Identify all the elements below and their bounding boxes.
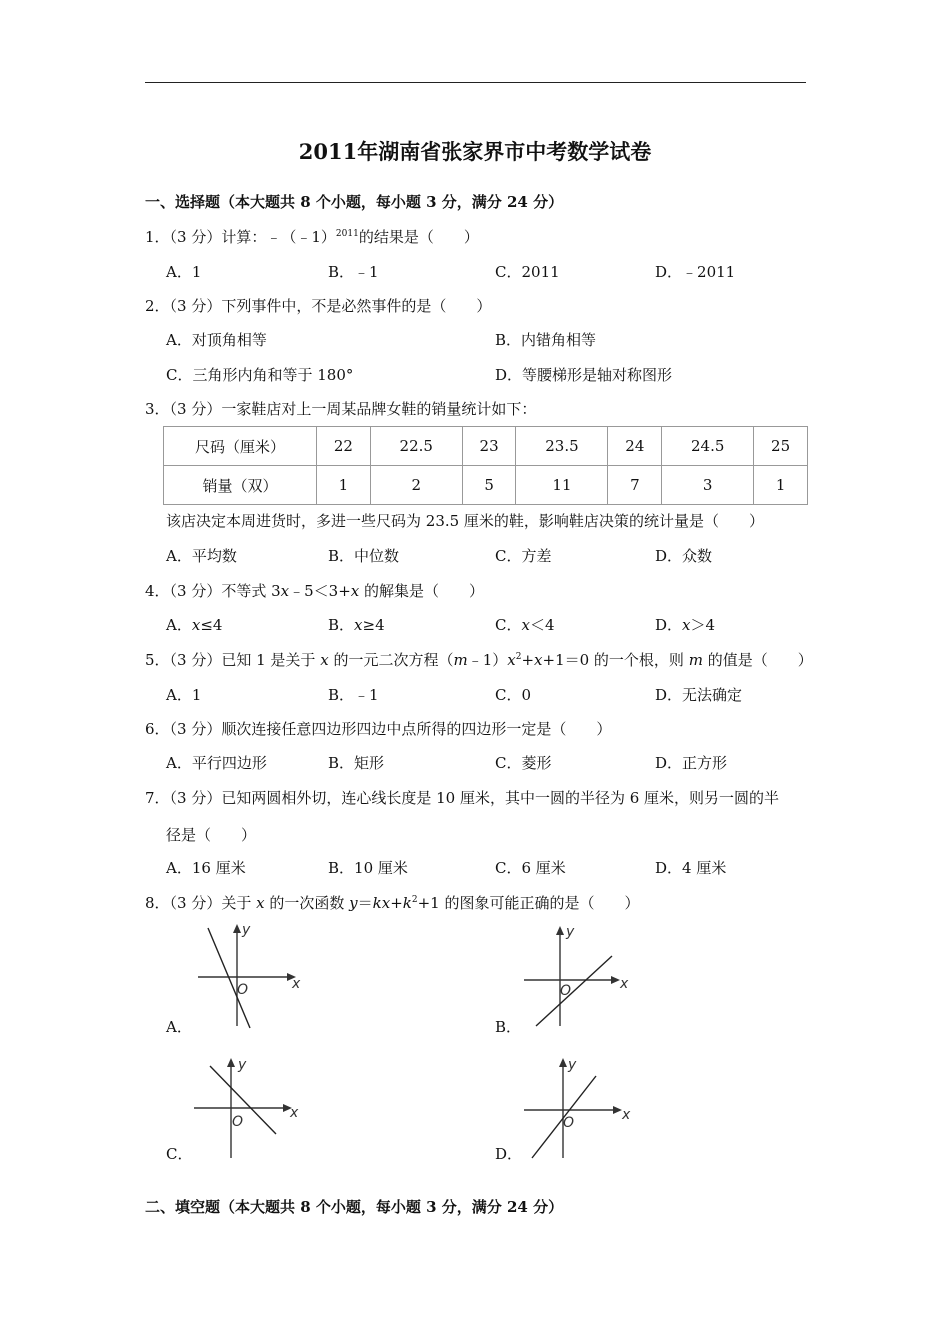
origin-label: O — [232, 1114, 244, 1130]
section-heading-2: 二、填空题（本大题共 8 个小题，每小题 3 分，满分 24 分） — [145, 1198, 564, 1216]
question-1 — [145, 226, 479, 247]
q1-option-c[interactable]: C．2011 — [495, 263, 560, 281]
table-cell: 1 — [317, 466, 371, 505]
variable: x — [256, 894, 265, 912]
question-5-text: ﹣1） — [467, 651, 508, 669]
q3-option-d[interactable]: D．众数 — [655, 547, 713, 565]
question-5-text: 5．（3 分）已知 1 是关于 — [145, 651, 321, 669]
question-5-tail: 的值是（ ） — [702, 651, 813, 669]
question-5 — [145, 649, 813, 670]
table-cell: 24.5 — [662, 427, 754, 466]
table-cell: 5 — [462, 466, 516, 505]
question-4-text: 4．（3 分）不等式 3 — [145, 582, 281, 600]
table-row-sizes — [164, 427, 808, 466]
option-letter: B． — [328, 616, 355, 634]
graph-b-svg — [520, 922, 640, 1030]
question-4 — [145, 580, 484, 601]
table-row-sales — [164, 466, 808, 505]
table-header-sales: 销量（双） — [164, 466, 317, 505]
arrow-icon — [556, 926, 564, 935]
x-axis-label: x — [292, 976, 301, 992]
y-axis-label: y — [238, 1057, 247, 1073]
function-line — [536, 956, 612, 1026]
x-axis-label: x — [622, 1107, 631, 1123]
question-7: 7．（3 分）已知两圆相外切，连心线长度是 10 厘米，其中一圆的半径为 6 厘米，则另一圆的半 — [145, 789, 780, 807]
q7-option-d[interactable]: D．4 厘米 — [655, 859, 727, 877]
table-header-size: 尺码（厘米） — [164, 427, 317, 466]
table-cell: 24 — [608, 427, 662, 466]
question-4-text: ﹣5＜3+ — [289, 582, 351, 600]
table-cell: 22 — [317, 427, 371, 466]
origin-label: O — [560, 983, 572, 999]
graph-d[interactable] — [520, 1054, 640, 1162]
exponent: 2 — [515, 652, 522, 662]
arrow-icon — [613, 1106, 622, 1114]
graph-b[interactable] — [520, 922, 640, 1030]
exponent: 2 — [411, 895, 418, 905]
question-3: 3．（3 分）一家鞋店对上一周某品牌女鞋的销量统计如下： — [145, 400, 537, 418]
q5-option-b[interactable]: B．﹣1 — [328, 686, 379, 704]
option-text: ＜4 — [529, 616, 555, 634]
q3-option-b[interactable]: B．中位数 — [328, 547, 400, 565]
q5-option-c[interactable]: C．0 — [495, 686, 532, 704]
y-axis-label: y — [242, 922, 251, 938]
exponent: 2011 — [335, 229, 359, 239]
q1-option-d[interactable]: D．﹣2011 — [655, 263, 736, 281]
variable: m — [688, 651, 703, 669]
variable: y — [349, 894, 358, 912]
question-1-text: 1．（3 分）计算：﹣（﹣1） — [145, 228, 336, 246]
variable: k — [402, 894, 412, 912]
q7-option-a[interactable]: A．16 厘米 — [166, 859, 246, 877]
y-axis-label: y — [566, 924, 575, 940]
question-8 — [145, 892, 640, 913]
table-cell: 25 — [754, 427, 808, 466]
q5-option-a[interactable]: A．1 — [166, 686, 202, 704]
page-title: 2011年湖南省张家界市中考数学试卷 — [298, 139, 652, 164]
option-letter: A． — [166, 616, 192, 634]
variable: kx — [372, 894, 391, 912]
question-8-tail: +1 的图象可能正确的是（ ） — [417, 894, 640, 912]
question-8-text: 的一次函数 — [264, 894, 350, 912]
variable: x — [191, 616, 201, 634]
question-5-text: +1＝0 的一个根，则 — [542, 651, 689, 669]
graph-c-svg — [190, 1054, 310, 1162]
option-text: ≥4 — [362, 616, 385, 634]
q8-option-b[interactable]: B． — [495, 1018, 522, 1036]
x-axis-label: x — [290, 1105, 299, 1121]
variable: x — [507, 651, 516, 669]
origin-label: O — [237, 982, 249, 998]
q6-option-b[interactable]: B．矩形 — [328, 754, 385, 772]
graph-a-svg — [192, 922, 312, 1030]
q6-option-a[interactable]: A．平行四边形 — [166, 754, 267, 772]
table-cell: 22.5 — [370, 427, 462, 466]
variable: x — [320, 651, 329, 669]
question-5-text: 的一元二次方程（ — [328, 651, 454, 669]
option-letter: C． — [495, 616, 522, 634]
graph-c[interactable] — [190, 1054, 310, 1162]
x-axis-label: x — [620, 976, 629, 992]
section-heading-1: 一、选择题（本大题共 8 个小题，每小题 3 分，满分 24 分） — [145, 193, 564, 211]
variable: x — [280, 582, 290, 600]
question-8-text: + — [390, 894, 403, 912]
q2-option-b[interactable]: B．内错角相等 — [495, 331, 597, 349]
variable: x — [534, 651, 543, 669]
table-cell: 23.5 — [516, 427, 608, 466]
option-text: ＞4 — [690, 616, 716, 634]
arrow-icon — [559, 1058, 567, 1067]
question-6: 6．（3 分）顺次连接任意四边形四边中点所得的四边形一定是（ ） — [145, 720, 612, 738]
q2-option-d[interactable]: D．等腰梯形是轴对称图形 — [495, 366, 673, 384]
table-cell: 3 — [662, 466, 754, 505]
variable: x — [682, 616, 691, 634]
option-text: ≤4 — [200, 616, 223, 634]
question-2: 2．（3 分）下列事件中，不是必然事件的是（ ） — [145, 297, 492, 315]
q6-option-c[interactable]: C．菱形 — [495, 754, 552, 772]
q2-option-a[interactable]: A．对顶角相等 — [166, 331, 267, 349]
function-line — [208, 928, 250, 1028]
q8-option-a[interactable]: A． — [166, 1018, 192, 1036]
q7-option-c[interactable]: C．6 厘米 — [495, 859, 566, 877]
q1-option-a[interactable]: A．1 — [166, 263, 202, 281]
q5-option-d[interactable]: D．无法确定 — [655, 686, 743, 704]
variable: x — [521, 616, 530, 634]
variable: x — [350, 582, 360, 600]
question-8-text: 8．（3 分）关于 — [145, 894, 257, 912]
table-cell: 1 — [754, 466, 808, 505]
q1-option-b[interactable]: B．﹣1 — [328, 263, 379, 281]
y-axis-label: y — [568, 1057, 577, 1073]
option-letter: D． — [655, 616, 683, 634]
table-cell: 2 — [370, 466, 462, 505]
table-cell: 11 — [516, 466, 608, 505]
variable: x — [354, 616, 363, 634]
question-8-text: ＝ — [357, 894, 373, 912]
q4-option-d[interactable] — [655, 614, 715, 635]
graph-a[interactable] — [192, 922, 312, 1030]
q3-option-c[interactable]: C．方差 — [495, 547, 552, 565]
q3-option-a[interactable]: A．平均数 — [166, 547, 237, 565]
q4-option-b[interactable] — [328, 614, 385, 635]
q4-option-c[interactable] — [495, 614, 555, 635]
shoe-sales-table — [163, 426, 808, 505]
q8-option-d[interactable]: D． — [495, 1145, 523, 1163]
q2-option-c[interactable]: C．三角形内角和等于 180° — [166, 366, 354, 384]
question-3-followup: 该店决定本周进货时，多进一些尺码为 23.5 厘米的鞋，影响鞋店决策的统计量是（ ） — [166, 512, 764, 530]
q8-option-c[interactable]: C． — [166, 1145, 193, 1163]
table-cell: 7 — [608, 466, 662, 505]
graph-d-svg — [520, 1054, 640, 1162]
question-5-text: + — [521, 651, 535, 669]
arrow-icon — [233, 924, 241, 933]
q7-option-b[interactable]: B．10 厘米 — [328, 859, 408, 877]
question-4-tail: 的解集是（ ） — [359, 582, 485, 600]
origin-label: O — [563, 1115, 575, 1131]
arrow-icon — [227, 1058, 235, 1067]
q6-option-d[interactable]: D．正方形 — [655, 754, 728, 772]
variable: m — [453, 651, 468, 669]
q4-option-a[interactable] — [166, 614, 222, 635]
question-1-tail: 的结果是（ ） — [358, 228, 479, 246]
table-cell: 23 — [462, 427, 516, 466]
header-rule — [145, 82, 806, 83]
arrow-icon — [611, 976, 620, 984]
question-7-line-2: 径是（ ） — [166, 826, 257, 844]
